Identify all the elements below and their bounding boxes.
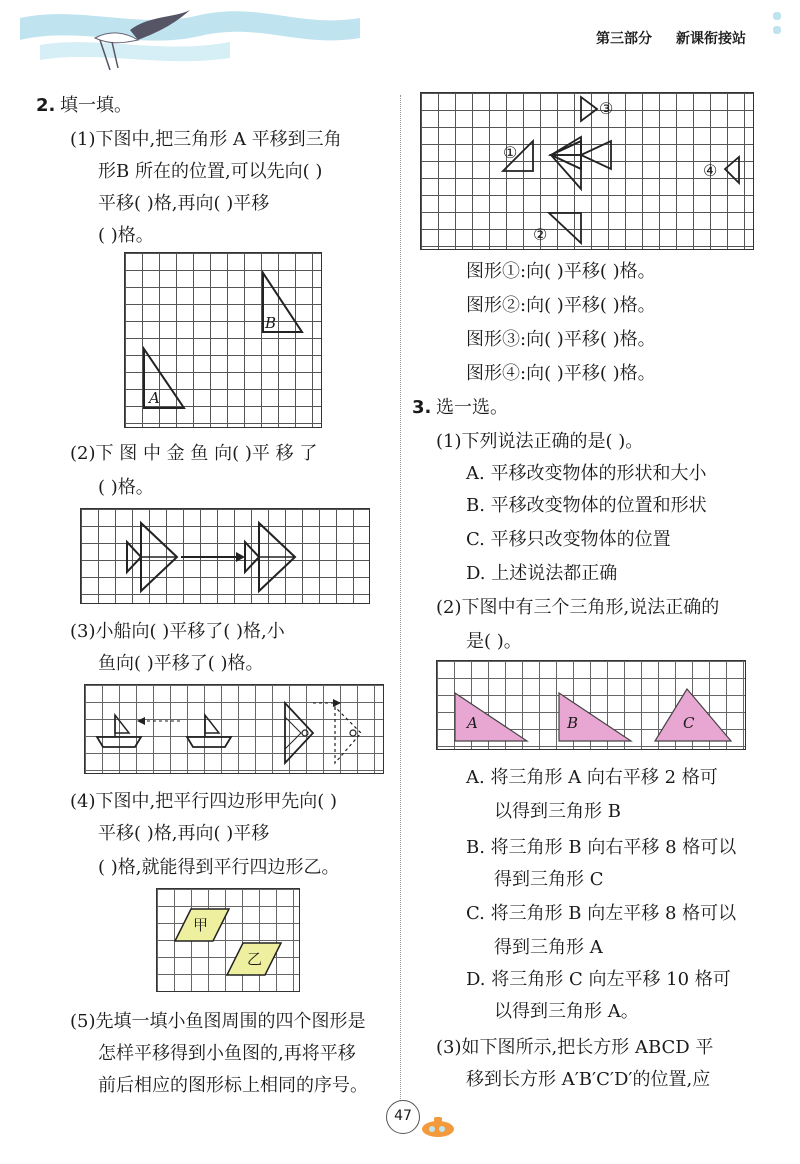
goldfish-2 [245, 542, 259, 572]
q2-p4-line1: (4)下图中,把平行四边形甲先向( ) [70, 791, 337, 812]
parallelogram-figures [157, 889, 301, 993]
q3-p2-option-d-2: 以得到三角形 A。 [494, 1001, 639, 1022]
shape-row-2: 图形②:向( )平移( )格。 [466, 295, 656, 316]
q2-p1-line3: 平移( )格,再向( )平移 [98, 193, 270, 214]
fig-label-2: ② [533, 225, 548, 244]
shape-3 [581, 97, 597, 121]
q3-p1-option-a: A. 平移改变物体的形状和大小 [466, 463, 707, 484]
triangle-a [455, 693, 527, 741]
q3-p2-option-b-1: B. 将三角形 B 向右平移 8 格可以 [466, 837, 737, 858]
q3-p2-option-a-1: A. 将三角形 A 向右平移 2 格可 [466, 767, 718, 788]
q2-p4-line3: ( )格,就能得到平行四边形乙。 [98, 857, 340, 878]
fish-center-tail [581, 141, 611, 169]
grid-boat-fish [84, 684, 384, 774]
fish-2 [335, 707, 361, 763]
fig-label-3: ③ [599, 99, 614, 118]
shape-row-4: 图形④:向( )平移( )格。 [466, 363, 656, 384]
label-yi: 乙 [247, 950, 263, 968]
boat-fish-figures [85, 685, 385, 775]
q3-p2-line1: (2)下图中有三个三角形,说法正确的 [436, 597, 720, 618]
q3-p3-line2: 移到长方形 A′B′C′D′的位置,应 [466, 1069, 711, 1090]
shape-row-1: 图形①:向( )平移( )格。 [466, 261, 656, 282]
header-accent [770, 10, 784, 50]
q3-p2-option-b-2: 得到三角形 C [494, 869, 604, 890]
boat-2-sail [205, 715, 219, 733]
q2-p2-line1: (2)下 图 中 金 鱼 向( )平 移 了 [70, 443, 318, 464]
q2-p5-line3: 前后相应的图形标上相同的序号。 [98, 1075, 368, 1096]
boat-1-hull [97, 737, 141, 747]
q3-p2-option-c-1: C. 将三角形 B 向左平移 8 格可以 [466, 903, 737, 924]
grid-goldfish [80, 508, 370, 604]
tri-label-b: B [567, 714, 579, 732]
page-number: 47 [394, 1108, 412, 1124]
q2-title: 填一填。 [60, 95, 132, 116]
label-a: A [149, 389, 160, 407]
fish-center-top [551, 137, 581, 155]
q2-p1-line4: ( )格。 [98, 225, 154, 246]
q3-p1-stem: (1)下列说法正确的是( )。 [436, 431, 644, 452]
fish-1 [285, 703, 313, 763]
q3-p2-option-a-2: 以得到三角形 B [494, 801, 621, 822]
q3-p2-option-c-2: 得到三角形 A [494, 937, 603, 958]
q3-p1-option-c: C. 平移只改变物体的位置 [466, 529, 671, 550]
tri-label-a: A [467, 714, 478, 732]
boat-1-sail [115, 715, 129, 733]
tri-label-c: C [683, 714, 695, 732]
q2-p2-line2: ( )格。 [98, 477, 154, 498]
q2-p4-line2: 平移( )格,再向( )平移 [98, 823, 270, 844]
q3-p2-line2: 是( )。 [466, 631, 522, 652]
q3-number: 3. [412, 397, 432, 418]
boat-2-hull [187, 737, 231, 747]
q2-p5-line2: 怎样平移得到小鱼图的,再将平移 [98, 1043, 356, 1064]
grid-triangle-translation [124, 252, 322, 428]
q2-p3-line1: (3)小船向( )平移了( )格,小 [70, 621, 285, 642]
grid-pink-triangles [436, 660, 746, 750]
goldfish-figures [81, 509, 371, 605]
column-divider [400, 95, 401, 1115]
q3-p3-line1: (3)如下图所示,把长方形 ABCD 平 [436, 1037, 714, 1058]
shape-4 [725, 157, 739, 183]
section-subtitle: 新课衔接站 [676, 31, 746, 47]
submarine-icon [418, 1114, 458, 1140]
grid-parallelograms [156, 888, 300, 992]
section-title: 第三部分 [596, 31, 652, 47]
grid-fish-figures [420, 92, 754, 250]
fig-label-1: ① [503, 143, 518, 162]
q2-p3-line2: 鱼向( )平移了( )格。 [98, 653, 264, 674]
shape-2 [549, 213, 581, 243]
q2-p5-line1: (5)先填一填小鱼图周围的四个图形是 [70, 1011, 366, 1032]
q2-p1-line2: 形B 所在的位置,可以先向( ) [98, 161, 323, 182]
fish-center-bottom [551, 155, 581, 189]
q2-number: 2. [36, 95, 56, 116]
q3-p1-option-b: B. 平移改变物体的位置和形状 [466, 495, 707, 516]
pink-triangles [437, 661, 747, 751]
shape-row-3: 图形③:向( )平移( )格。 [466, 329, 656, 350]
q3-p2-option-d-1: D. 将三角形 C 向左平移 10 格可 [466, 969, 731, 990]
page-number-badge [386, 1100, 420, 1134]
label-jia: 甲 [193, 916, 209, 934]
fig-label-4: ④ [703, 161, 718, 180]
q3-p1-option-d: D. 上述说法都正确 [466, 563, 618, 584]
q2-p1-line1: (1)下图中,把三角形 A 平移到三角 [70, 129, 342, 150]
label-b: B [265, 314, 277, 332]
goldfish-1 [127, 542, 141, 572]
q3-title: 选一选。 [436, 397, 508, 418]
